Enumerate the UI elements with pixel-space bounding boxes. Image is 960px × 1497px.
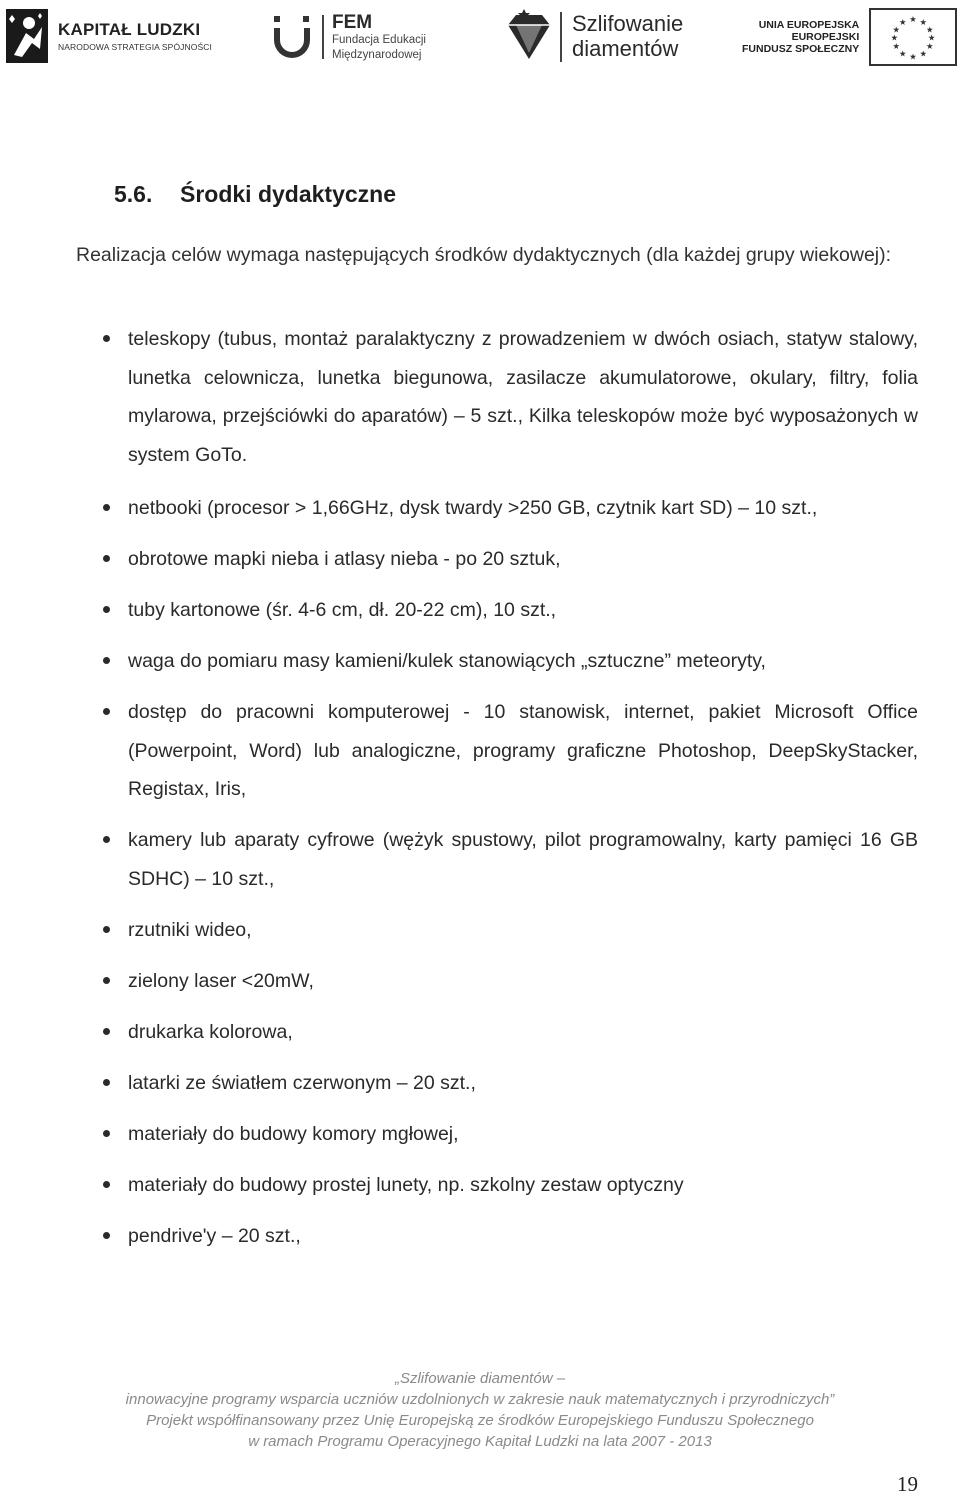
bullet-icon	[103, 1079, 110, 1086]
eu-efs-logo	[742, 6, 957, 68]
fem-subtitle-line1: Fundacja Edukacji	[332, 33, 426, 46]
bullet-icon	[103, 504, 110, 511]
svg-text:★: ★	[909, 14, 918, 25]
list-item-text: teleskopy (tubus, montaż paralaktyczny z prowadzeniem w dwóch osiach, statyw stalowy, lunetka celownicza, lunetka biegunowa, zasilacze akumulatorowe, okulary, filtry, folia mylarowa, przejściówki do aparatów) – 5 szt., Kilka teleskopów może być wyposażonych w system GoTo.	[128, 328, 918, 466]
list-item	[128, 821, 918, 898]
list-item-text: drukarka kolorowa,	[128, 1021, 293, 1043]
szlifowanie-divider	[560, 12, 562, 62]
list-item-text: zielony laser <20mW,	[128, 970, 314, 992]
page-footer	[0, 1368, 960, 1452]
footer-line2: innowacyjne programy wsparcia uczniów uzdolnionych w zakresie nauk matematycznych i przyrodniczych”	[125, 1391, 835, 1408]
list-item	[128, 489, 918, 528]
list-item	[128, 1115, 918, 1154]
bullet-icon	[103, 335, 110, 342]
svg-text:★: ★	[892, 41, 901, 52]
szlifowanie-line1: Szlifowanie	[572, 11, 684, 37]
fem-logo	[270, 8, 426, 66]
bullet-icon	[103, 708, 110, 715]
list-item	[128, 1013, 918, 1052]
list-item	[128, 1064, 918, 1103]
svg-text:★: ★	[926, 41, 934, 52]
bullet-icon	[103, 836, 110, 843]
svg-text:★: ★	[919, 48, 928, 59]
kapital-ludzki-subtitle: NARODOWA STRATEGIA SPÓJNOŚCI	[58, 41, 212, 52]
section-intro: Realizacja celów wymaga następujących środków dydaktycznych (dla każdej grupy wiekowej):	[76, 244, 892, 266]
section-number: 5.6.	[114, 181, 153, 207]
eu-line2: EUROPEJSKI	[791, 30, 860, 43]
list-item-text: materiały do budowy komory mgłowej,	[128, 1123, 459, 1145]
list-item-text: kamery lub aparaty cyfrowe (wężyk spustowy, pilot programowalny, karty pamięci 16 GB SDHC) – 10 szt.,	[128, 829, 918, 890]
header-logo-bar	[0, 0, 960, 72]
list-item-text: tuby kartonowe (śr. 4-6 cm, dł. 20-22 cm), 10 szt.,	[128, 599, 557, 621]
eu-line3: FUNDUSZ SPOŁECZNY	[742, 43, 860, 56]
list-item-text: netbooki (procesor > 1,66GHz, dysk twardy >250 GB, czytnik kart SD) – 10 szt.,	[128, 497, 818, 519]
eu-flag-icon	[869, 8, 957, 66]
fem-emblem-icon	[270, 14, 314, 60]
bullet-icon	[103, 555, 110, 562]
list-item	[128, 540, 918, 579]
bullet-icon	[103, 977, 110, 984]
footer-line4: w ramach Programu Operacyjnego Kapitał Ludzki na lata 2007 - 2013	[248, 1433, 712, 1450]
svg-text:★: ★	[919, 16, 928, 27]
list-item	[128, 320, 918, 474]
footer-line1: „Szlifowanie diamentów –	[394, 1370, 566, 1387]
bullet-icon	[103, 606, 110, 613]
fem-name: FEM	[332, 11, 373, 33]
list-item	[128, 962, 918, 1001]
bullet-icon	[103, 1130, 110, 1137]
section-heading	[114, 181, 396, 208]
fem-subtitle-line2: Międzynarodowej	[332, 48, 422, 61]
svg-text:★: ★	[899, 48, 907, 59]
list-item-text: pendrive'y – 20 szt.,	[128, 1225, 301, 1247]
fem-divider	[322, 15, 324, 59]
kapital-ludzki-logo	[4, 4, 212, 68]
bullet-icon	[103, 657, 110, 664]
szlifowanie-diamentow-logo	[506, 6, 683, 68]
list-item	[128, 591, 918, 630]
svg-text:★: ★	[890, 32, 899, 43]
svg-text:★: ★	[928, 32, 936, 43]
svg-text:★: ★	[926, 24, 934, 35]
list-item	[128, 911, 918, 950]
kapital-ludzki-name: KAPITAŁ LUDZKI	[58, 19, 201, 39]
list-item	[128, 642, 918, 681]
list-item	[128, 1166, 918, 1205]
list-item	[128, 1217, 918, 1256]
list-item-text: rzutniki wideo,	[128, 919, 252, 941]
list-item-text: materiały do budowy prostej lunety, np. szkolny zestaw optyczny	[128, 1174, 684, 1196]
bullet-icon	[103, 1232, 110, 1239]
bullet-icon	[103, 926, 110, 933]
footer-line3: Projekt współfinansowany przez Unię Europejską ze środków Europejskiego Funduszu Społecznego	[146, 1412, 814, 1429]
list-item-text: dostęp do pracowni komputerowej - 10 stanowisk, internet, pakiet Microsoft Office (Powerpoint, Word) lub analogiczne, programy graficzne Photoshop, DeepSkyStacker, Registax, Iris,	[128, 701, 918, 800]
section-title: Środki dydaktyczne	[180, 181, 397, 207]
bullet-icon	[103, 1181, 110, 1188]
svg-text:★: ★	[909, 51, 918, 62]
page-number: 19	[897, 1472, 918, 1496]
list-item-text: waga do pomiaru masy kamieni/kulek stanowiących „sztuczne” meteoryty,	[128, 650, 766, 672]
szlifowanie-line2: diamentów	[572, 36, 679, 61]
svg-text:★: ★	[892, 24, 901, 35]
list-item	[128, 693, 918, 809]
svg-text:★: ★	[899, 16, 907, 27]
kapital-ludzki-emblem-icon	[4, 5, 50, 67]
list-item-text: latarki ze światłem czerwonym – 20 szt.,	[128, 1072, 476, 1094]
eu-line1: UNIA EUROPEJSKA	[758, 18, 860, 31]
list-item-text: obrotowe mapki nieba i atlasy nieba - po 20 sztuk,	[128, 548, 561, 570]
bullet-icon	[103, 1028, 110, 1035]
diamond-icon	[506, 9, 552, 65]
